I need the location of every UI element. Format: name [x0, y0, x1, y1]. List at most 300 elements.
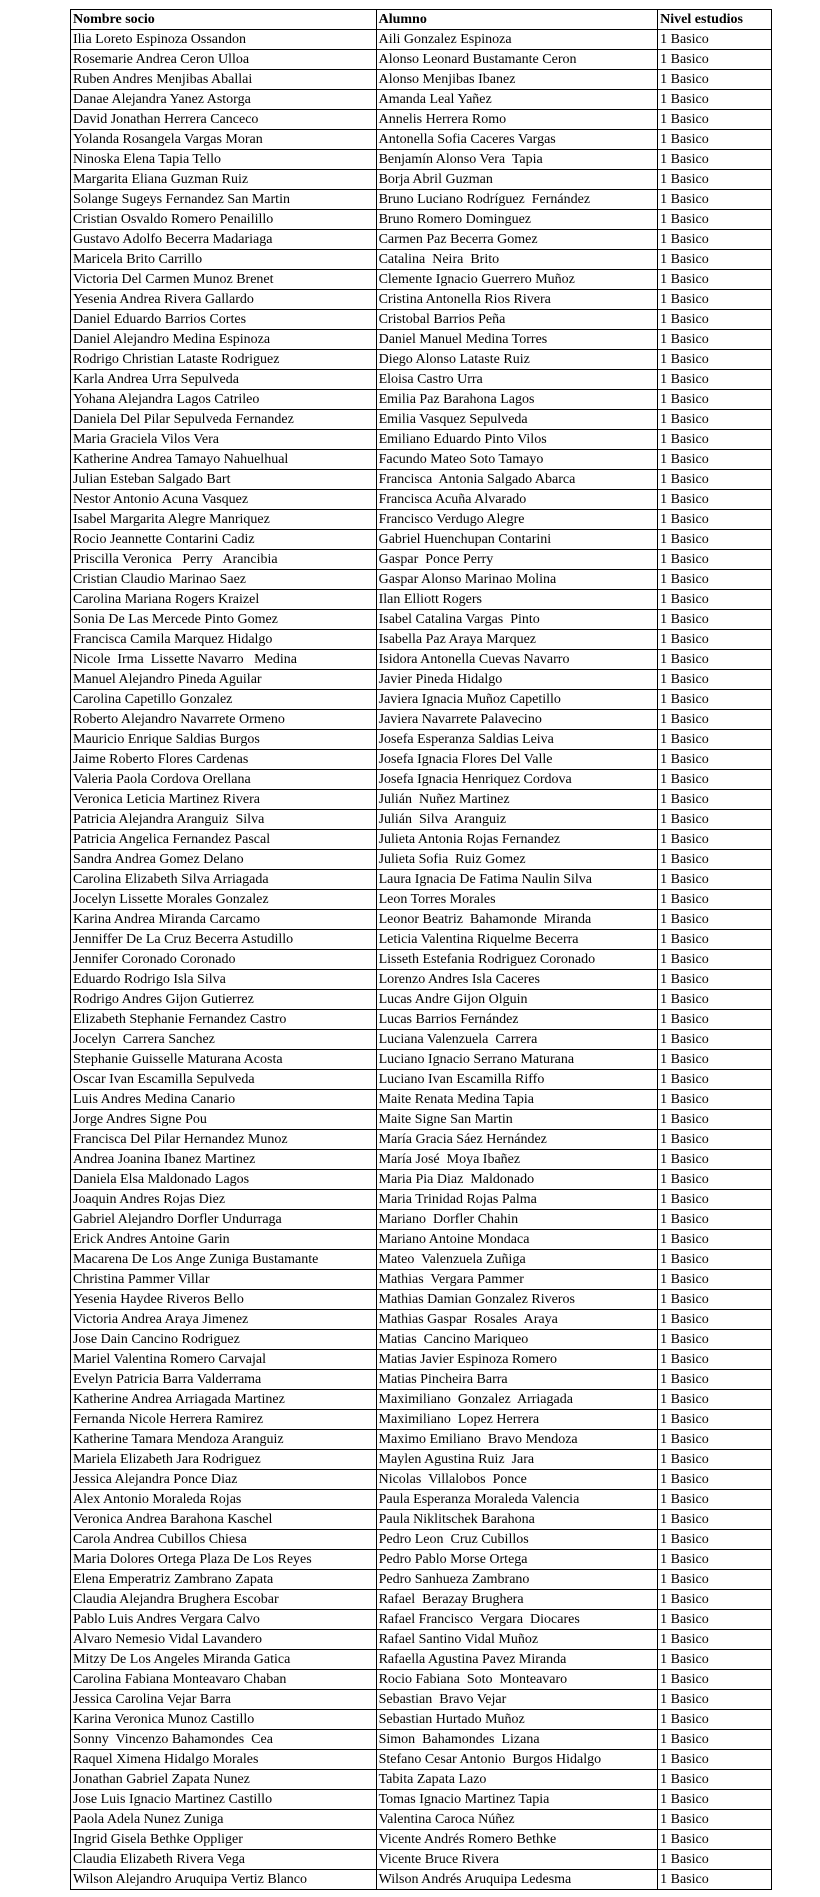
alumno-cell: Gabriel Huenchupan Contarini — [376, 530, 658, 550]
nivel-estudios-cell: 1 Basico — [658, 1550, 772, 1570]
nombre-socio-cell: Jose Dain Cancino Rodriguez — [71, 1330, 377, 1350]
alumno-cell: Mateo Valenzuela Zuñiga — [376, 1250, 658, 1270]
nombre-socio-cell: Mariela Elizabeth Jara Rodriguez — [71, 1450, 377, 1470]
nivel-estudios-cell: 1 Basico — [658, 50, 772, 70]
nivel-estudios-cell: 1 Basico — [658, 810, 772, 830]
nivel-estudios-cell: 1 Basico — [658, 530, 772, 550]
nivel-estudios-cell: 1 Basico — [658, 990, 772, 1010]
alumno-cell: Emilia Paz Barahona Lagos — [376, 390, 658, 410]
nivel-estudios-cell: 1 Basico — [658, 230, 772, 250]
table-row — [71, 1470, 772, 1490]
nivel-estudios-cell: 1 Basico — [658, 1070, 772, 1090]
table-row — [71, 1270, 772, 1290]
table-row — [71, 1050, 772, 1070]
nombre-socio-cell: Julian Esteban Salgado Bart — [71, 470, 377, 490]
table-row — [71, 1230, 772, 1250]
table-row — [71, 1410, 772, 1430]
table-row — [71, 1510, 772, 1530]
nivel-estudios-cell: 1 Basico — [658, 370, 772, 390]
nombre-socio-cell: Rodrigo Andres Gijon Gutierrez — [71, 990, 377, 1010]
nombre-socio-cell: Jocelyn Lissette Morales Gonzalez — [71, 890, 377, 910]
nivel-estudios-cell: 1 Basico — [658, 1270, 772, 1290]
nombre-socio-cell: Jonathan Gabriel Zapata Nunez — [71, 1770, 377, 1790]
nivel-estudios-cell: 1 Basico — [658, 550, 772, 570]
alumno-cell: Nicolas Villalobos Ponce — [376, 1470, 658, 1490]
header-nombre-socio: Nombre socio — [71, 10, 377, 30]
nombre-socio-cell: Claudia Alejandra Brughera Escobar — [71, 1590, 377, 1610]
table-row — [71, 290, 772, 310]
table-row — [71, 790, 772, 810]
table-row — [71, 1610, 772, 1630]
nombre-socio-cell: Jorge Andres Signe Pou — [71, 1110, 377, 1130]
nombre-socio-cell: Maricela Brito Carrillo — [71, 250, 377, 270]
table-row — [71, 250, 772, 270]
alumno-cell: Pedro Pablo Morse Ortega — [376, 1550, 658, 1570]
nivel-estudios-cell: 1 Basico — [658, 830, 772, 850]
alumno-cell: Maximo Emiliano Bravo Mendoza — [376, 1430, 658, 1450]
alumno-cell: Javiera Ignacia Muñoz Capetillo — [376, 690, 658, 710]
table-row — [71, 1170, 772, 1190]
table-row — [71, 110, 772, 130]
alumno-cell: Mathias Damian Gonzalez Riveros — [376, 1290, 658, 1310]
nombre-socio-cell: Paola Adela Nunez Zuniga — [71, 1810, 377, 1830]
alumno-cell: Cristina Antonella Rios Rivera — [376, 290, 658, 310]
table-row — [71, 610, 772, 630]
table-row — [71, 1870, 772, 1890]
alumno-cell: Annelis Herrera Romo — [376, 110, 658, 130]
table-row — [71, 1690, 772, 1710]
alumno-cell: Mathias Vergara Pammer — [376, 1270, 658, 1290]
nombre-socio-cell: Ninoska Elena Tapia Tello — [71, 150, 377, 170]
nivel-estudios-cell: 1 Basico — [658, 910, 772, 930]
nivel-estudios-cell: 1 Basico — [658, 1870, 772, 1890]
alumno-cell: Clemente Ignacio Guerrero Muñoz — [376, 270, 658, 290]
table-row — [71, 990, 772, 1010]
nivel-estudios-cell: 1 Basico — [658, 70, 772, 90]
nombre-socio-cell: Alex Antonio Moraleda Rojas — [71, 1490, 377, 1510]
alumno-cell: María Gracia Sáez Hernández — [376, 1130, 658, 1150]
nivel-estudios-cell: 1 Basico — [658, 590, 772, 610]
nombre-socio-cell: Mitzy De Los Angeles Miranda Gatica — [71, 1650, 377, 1670]
nivel-estudios-cell: 1 Basico — [658, 1570, 772, 1590]
nombre-socio-cell: Mariel Valentina Romero Carvajal — [71, 1350, 377, 1370]
nombre-socio-cell: Karina Andrea Miranda Carcamo — [71, 910, 377, 930]
nombre-socio-cell: Christina Pammer Villar — [71, 1270, 377, 1290]
alumno-cell: Leonor Beatriz Bahamonde Miranda — [376, 910, 658, 930]
table-row — [71, 530, 772, 550]
alumno-cell: Facundo Mateo Soto Tamayo — [376, 450, 658, 470]
nivel-estudios-cell: 1 Basico — [658, 570, 772, 590]
table-row — [71, 670, 772, 690]
table-row — [71, 890, 772, 910]
nivel-estudios-cell: 1 Basico — [658, 1290, 772, 1310]
table-row — [71, 1090, 772, 1110]
alumno-cell: Josefa Esperanza Saldias Leiva — [376, 730, 658, 750]
nivel-estudios-cell: 1 Basico — [658, 1390, 772, 1410]
nombre-socio-cell: Patricia Alejandra Aranguiz Silva — [71, 810, 377, 830]
table-row — [71, 810, 772, 830]
alumno-cell: Bruno Romero Dominguez — [376, 210, 658, 230]
table-row — [71, 1350, 772, 1370]
header-nivel-estudios: Nivel estudios — [658, 10, 772, 30]
table-row — [71, 710, 772, 730]
nombre-socio-cell: Yolanda Rosangela Vargas Moran — [71, 130, 377, 150]
nombre-socio-cell: Stephanie Guisselle Maturana Acosta — [71, 1050, 377, 1070]
nivel-estudios-cell: 1 Basico — [658, 970, 772, 990]
nivel-estudios-cell: 1 Basico — [658, 1310, 772, 1330]
nivel-estudios-cell: 1 Basico — [658, 1250, 772, 1270]
table-row — [71, 1550, 772, 1570]
nombre-socio-cell: Fernanda Nicole Herrera Ramirez — [71, 1410, 377, 1430]
table-row — [71, 390, 772, 410]
table-row — [71, 430, 772, 450]
alumno-cell: Cristobal Barrios Peña — [376, 310, 658, 330]
nombre-socio-cell: Elizabeth Stephanie Fernandez Castro — [71, 1010, 377, 1030]
nombre-socio-cell: Veronica Leticia Martinez Rivera — [71, 790, 377, 810]
nivel-estudios-cell: 1 Basico — [658, 1730, 772, 1750]
alumno-cell: Julieta Sofia Ruiz Gomez — [376, 850, 658, 870]
table-row — [71, 470, 772, 490]
table-row — [71, 630, 772, 650]
table-row — [71, 950, 772, 970]
alumno-cell: Aili Gonzalez Espinoza — [376, 30, 658, 50]
nombre-socio-cell: Margarita Eliana Guzman Ruiz — [71, 170, 377, 190]
nombre-socio-cell: Erick Andres Antoine Garin — [71, 1230, 377, 1250]
table-row — [71, 130, 772, 150]
nombre-socio-cell: Alvaro Nemesio Vidal Lavandero — [71, 1630, 377, 1650]
alumno-cell: Maximiliano Gonzalez Arriagada — [376, 1390, 658, 1410]
alumno-cell: Rafael Francisco Vergara Diocares — [376, 1610, 658, 1630]
table-row — [71, 50, 772, 70]
nivel-estudios-cell: 1 Basico — [658, 1830, 772, 1850]
alumno-cell: Valentina Caroca Núñez — [376, 1810, 658, 1830]
alumno-cell: Eloisa Castro Urra — [376, 370, 658, 390]
alumno-cell: Sebastian Bravo Vejar — [376, 1690, 658, 1710]
alumno-cell: Isabel Catalina Vargas Pinto — [376, 610, 658, 630]
alumno-cell: Mariano Antoine Mondaca — [376, 1230, 658, 1250]
alumno-cell: Julieta Antonia Rojas Fernandez — [376, 830, 658, 850]
alumno-cell: Tomas Ignacio Martinez Tapia — [376, 1790, 658, 1810]
alumno-cell: Benjamín Alonso Vera Tapia — [376, 150, 658, 170]
nivel-estudios-cell: 1 Basico — [658, 490, 772, 510]
nombre-socio-cell: Jenniffer De La Cruz Becerra Astudillo — [71, 930, 377, 950]
alumno-cell: Emiliano Eduardo Pinto Vilos — [376, 430, 658, 450]
alumno-cell: Maria Trinidad Rojas Palma — [376, 1190, 658, 1210]
nivel-estudios-cell: 1 Basico — [658, 1470, 772, 1490]
alumno-cell: Bruno Luciano Rodríguez Fernández — [376, 190, 658, 210]
nombre-socio-cell: Carola Andrea Cubillos Chiesa — [71, 1530, 377, 1550]
nivel-estudios-cell: 1 Basico — [658, 1230, 772, 1250]
table-row — [71, 1330, 772, 1350]
nivel-estudios-cell: 1 Basico — [658, 1050, 772, 1070]
table-row — [71, 1770, 772, 1790]
nombre-socio-cell: David Jonathan Herrera Canceco — [71, 110, 377, 130]
alumno-cell: Paula Niklitschek Barahona — [376, 1510, 658, 1530]
table-row — [71, 70, 772, 90]
nombre-socio-cell: Gabriel Alejandro Dorfler Undurraga — [71, 1210, 377, 1230]
table-row — [71, 1810, 772, 1830]
alumno-cell: Francisca Acuña Alvarado — [376, 490, 658, 510]
nivel-estudios-cell: 1 Basico — [658, 1630, 772, 1650]
nombre-socio-cell: Veronica Andrea Barahona Kaschel — [71, 1510, 377, 1530]
table-row — [71, 1310, 772, 1330]
nombre-socio-cell: Wilson Alejandro Aruquipa Vertiz Blanco — [71, 1870, 377, 1890]
table-row — [71, 1130, 772, 1150]
table-row — [71, 770, 772, 790]
table-row — [71, 410, 772, 430]
nombre-socio-cell: Evelyn Patricia Barra Valderrama — [71, 1370, 377, 1390]
alumno-cell: Wilson Andrés Aruquipa Ledesma — [376, 1870, 658, 1890]
nivel-estudios-cell: 1 Basico — [658, 1770, 772, 1790]
alumno-cell: Francisca Antonia Salgado Abarca — [376, 470, 658, 490]
nombre-socio-cell: Yohana Alejandra Lagos Catrileo — [71, 390, 377, 410]
nombre-socio-cell: Jose Luis Ignacio Martinez Castillo — [71, 1790, 377, 1810]
nombre-socio-cell: Francisca Camila Marquez Hidalgo — [71, 630, 377, 650]
nombre-socio-cell: Nicole Irma Lissette Navarro Medina — [71, 650, 377, 670]
table-row — [71, 1450, 772, 1470]
table-row — [71, 490, 772, 510]
nivel-estudios-cell: 1 Basico — [658, 390, 772, 410]
nivel-estudios-cell: 1 Basico — [658, 1750, 772, 1770]
table-row — [71, 1430, 772, 1450]
alumno-cell: Rafael Santino Vidal Muñoz — [376, 1630, 658, 1650]
nivel-estudios-cell: 1 Basico — [658, 1410, 772, 1430]
nombre-socio-cell: Gustavo Adolfo Becerra Madariaga — [71, 230, 377, 250]
table-row — [71, 210, 772, 230]
alumno-cell: Borja Abril Guzman — [376, 170, 658, 190]
nombre-socio-cell: Ruben Andres Menjibas Aballai — [71, 70, 377, 90]
nombre-socio-cell: Sonny Vincenzo Bahamondes Cea — [71, 1730, 377, 1750]
table-row — [71, 1630, 772, 1650]
table-row — [71, 1010, 772, 1030]
nivel-estudios-cell: 1 Basico — [658, 850, 772, 870]
nombre-socio-cell: Joaquin Andres Rojas Diez — [71, 1190, 377, 1210]
header-alumno: Alumno — [376, 10, 658, 30]
table-row — [71, 1250, 772, 1270]
table-row — [71, 930, 772, 950]
alumno-cell: Pedro Leon Cruz Cubillos — [376, 1530, 658, 1550]
nivel-estudios-cell: 1 Basico — [658, 670, 772, 690]
table-row — [71, 1370, 772, 1390]
alumno-cell: Matias Cancino Mariqueo — [376, 1330, 658, 1350]
table-row — [71, 970, 772, 990]
nombre-socio-cell: Daniel Eduardo Barrios Cortes — [71, 310, 377, 330]
table-row — [71, 910, 772, 930]
alumno-cell: Mariano Dorfler Chahin — [376, 1210, 658, 1230]
nombre-socio-cell: Carolina Mariana Rogers Kraizel — [71, 590, 377, 610]
alumno-cell: Josefa Ignacia Flores Del Valle — [376, 750, 658, 770]
alumno-cell: Vicente Bruce Rivera — [376, 1850, 658, 1870]
table-row — [71, 1850, 772, 1870]
nombre-socio-cell: Carolina Fabiana Monteavaro Chaban — [71, 1670, 377, 1690]
nivel-estudios-cell: 1 Basico — [658, 430, 772, 450]
nivel-estudios-cell: 1 Basico — [658, 1650, 772, 1670]
alumno-cell: Simon Bahamondes Lizana — [376, 1730, 658, 1750]
alumno-cell: Matias Pincheira Barra — [376, 1370, 658, 1390]
nombre-socio-cell: Mauricio Enrique Saldias Burgos — [71, 730, 377, 750]
table-row — [71, 1290, 772, 1310]
table-row — [71, 1590, 772, 1610]
nivel-estudios-cell: 1 Basico — [658, 470, 772, 490]
alumno-cell: Maite Renata Medina Tapia — [376, 1090, 658, 1110]
nivel-estudios-cell: 1 Basico — [658, 710, 772, 730]
nombre-socio-cell: Karina Veronica Munoz Castillo — [71, 1710, 377, 1730]
nivel-estudios-cell: 1 Basico — [658, 1330, 772, 1350]
nivel-estudios-cell: 1 Basico — [658, 650, 772, 670]
nombre-socio-cell: Andrea Joanina Ibanez Martinez — [71, 1150, 377, 1170]
nivel-estudios-cell: 1 Basico — [658, 1170, 772, 1190]
alumno-cell: Carmen Paz Becerra Gomez — [376, 230, 658, 250]
table-row — [71, 350, 772, 370]
table-row — [71, 1710, 772, 1730]
alumno-cell: Luciano Ignacio Serrano Maturana — [376, 1050, 658, 1070]
nombre-socio-cell: Cristian Claudio Marinao Saez — [71, 570, 377, 590]
nivel-estudios-cell: 1 Basico — [658, 90, 772, 110]
nivel-estudios-cell: 1 Basico — [658, 1610, 772, 1630]
table-row — [71, 1490, 772, 1510]
alumno-cell: Leon Torres Morales — [376, 890, 658, 910]
nivel-estudios-cell: 1 Basico — [658, 170, 772, 190]
table-row — [71, 1150, 772, 1170]
nivel-estudios-cell: 1 Basico — [658, 30, 772, 50]
alumno-cell: Francisco Verdugo Alegre — [376, 510, 658, 530]
nivel-estudios-cell: 1 Basico — [658, 210, 772, 230]
nivel-estudios-cell: 1 Basico — [658, 190, 772, 210]
nombre-socio-cell: Rosemarie Andrea Ceron Ulloa — [71, 50, 377, 70]
nivel-estudios-cell: 1 Basico — [658, 730, 772, 750]
alumno-cell: Gaspar Alonso Marinao Molina — [376, 570, 658, 590]
nombre-socio-cell: Victoria Andrea Araya Jimenez — [71, 1310, 377, 1330]
nivel-estudios-cell: 1 Basico — [658, 290, 772, 310]
nivel-estudios-cell: 1 Basico — [658, 950, 772, 970]
alumno-cell: Maximiliano Lopez Herrera — [376, 1410, 658, 1430]
table-row — [71, 1730, 772, 1750]
alumno-cell: Paula Esperanza Moraleda Valencia — [376, 1490, 658, 1510]
alumno-cell: Josefa Ignacia Henriquez Cordova — [376, 770, 658, 790]
table-row — [71, 1030, 772, 1050]
nombre-socio-cell: Sonia De Las Mercede Pinto Gomez — [71, 610, 377, 630]
nombre-socio-cell: Solange Sugeys Fernandez San Martin — [71, 190, 377, 210]
alumno-cell: Isidora Antonella Cuevas Navarro — [376, 650, 658, 670]
nombre-socio-cell: Jessica Alejandra Ponce Diaz — [71, 1470, 377, 1490]
nombre-socio-cell: Carolina Elizabeth Silva Arriagada — [71, 870, 377, 890]
nombre-socio-cell: Macarena De Los Ange Zuniga Bustamante — [71, 1250, 377, 1270]
alumno-cell: Julián Nuñez Martinez — [376, 790, 658, 810]
nombre-socio-cell: Oscar Ivan Escamilla Sepulveda — [71, 1070, 377, 1090]
alumno-cell: Maite Signe San Martin — [376, 1110, 658, 1130]
nombre-socio-cell: Raquel Ximena Hidalgo Morales — [71, 1750, 377, 1770]
nivel-estudios-cell: 1 Basico — [658, 1130, 772, 1150]
alumno-cell: Pedro Sanhueza Zambrano — [376, 1570, 658, 1590]
alumno-cell: Alonso Menjibas Ibanez — [376, 70, 658, 90]
nombre-socio-cell: Priscilla Veronica Perry Arancibia — [71, 550, 377, 570]
alumno-cell: Gaspar Ponce Perry — [376, 550, 658, 570]
table-row — [71, 1070, 772, 1090]
nombre-socio-cell: Patricia Angelica Fernandez Pascal — [71, 830, 377, 850]
alumno-cell: Lucas Andre Gijon Olguin — [376, 990, 658, 1010]
nivel-estudios-cell: 1 Basico — [658, 510, 772, 530]
alumno-cell: Vicente Andrés Romero Bethke — [376, 1830, 658, 1850]
nombre-socio-cell: Manuel Alejandro Pineda Aguilar — [71, 670, 377, 690]
nivel-estudios-cell: 1 Basico — [658, 750, 772, 770]
nombre-socio-cell: Sandra Andrea Gomez Delano — [71, 850, 377, 870]
nombre-socio-cell: Roberto Alejandro Navarrete Ormeno — [71, 710, 377, 730]
nombre-socio-cell: Luis Andres Medina Canario — [71, 1090, 377, 1110]
table-row — [71, 150, 772, 170]
alumno-cell: Lorenzo Andres Isla Caceres — [376, 970, 658, 990]
nombre-socio-cell: Danae Alejandra Yanez Astorga — [71, 90, 377, 110]
nombre-socio-cell: Cristian Osvaldo Romero Penailillo — [71, 210, 377, 230]
alumno-cell: Rafaella Agustina Pavez Miranda — [376, 1650, 658, 1670]
table-row — [71, 1190, 772, 1210]
alumno-cell: Rocio Fabiana Soto Monteavaro — [376, 1670, 658, 1690]
nivel-estudios-cell: 1 Basico — [658, 610, 772, 630]
alumno-cell: Luciano Ivan Escamilla Riffo — [376, 1070, 658, 1090]
nombre-socio-cell: Eduardo Rodrigo Isla Silva — [71, 970, 377, 990]
nivel-estudios-cell: 1 Basico — [658, 930, 772, 950]
nivel-estudios-cell: 1 Basico — [658, 870, 772, 890]
table-row — [71, 1570, 772, 1590]
nombre-socio-cell: Jocelyn Carrera Sanchez — [71, 1030, 377, 1050]
alumno-cell: Javier Pineda Hidalgo — [376, 670, 658, 690]
table-row — [71, 1830, 772, 1850]
nivel-estudios-cell: 1 Basico — [658, 1450, 772, 1470]
nivel-estudios-cell: 1 Basico — [658, 1150, 772, 1170]
nivel-estudios-cell: 1 Basico — [658, 1590, 772, 1610]
nivel-estudios-cell: 1 Basico — [658, 1210, 772, 1230]
alumno-cell: Leticia Valentina Riquelme Becerra — [376, 930, 658, 950]
nivel-estudios-cell: 1 Basico — [658, 250, 772, 270]
nivel-estudios-cell: 1 Basico — [658, 630, 772, 650]
nivel-estudios-cell: 1 Basico — [658, 1850, 772, 1870]
nombre-socio-cell: Carolina Capetillo Gonzalez — [71, 690, 377, 710]
alumno-cell: Emilia Vasquez Sepulveda — [376, 410, 658, 430]
alumno-cell: Daniel Manuel Medina Torres — [376, 330, 658, 350]
alumno-cell: Maria Pia Diaz Maldonado — [376, 1170, 658, 1190]
table-row — [71, 1670, 772, 1690]
nivel-estudios-cell: 1 Basico — [658, 1350, 772, 1370]
nivel-estudios-cell: 1 Basico — [658, 130, 772, 150]
nombre-socio-cell: Katherine Tamara Mendoza Aranguiz — [71, 1430, 377, 1450]
nombre-socio-cell: Katherine Andrea Tamayo Nahuelhual — [71, 450, 377, 470]
nivel-estudios-cell: 1 Basico — [658, 110, 772, 130]
nivel-estudios-cell: 1 Basico — [658, 1710, 772, 1730]
alumno-cell: Matias Javier Espinoza Romero — [376, 1350, 658, 1370]
alumno-cell: Sebastian Hurtado Muñoz — [376, 1710, 658, 1730]
alumno-cell: Rafael Berazay Brughera — [376, 1590, 658, 1610]
nombre-socio-cell: Karla Andrea Urra Sepulveda — [71, 370, 377, 390]
nombre-socio-cell: Daniela Elsa Maldonado Lagos — [71, 1170, 377, 1190]
table-row — [71, 90, 772, 110]
nivel-estudios-cell: 1 Basico — [658, 1670, 772, 1690]
nombre-socio-cell: Claudia Elizabeth Rivera Vega — [71, 1850, 377, 1870]
nombre-socio-cell: Elena Emperatriz Zambrano Zapata — [71, 1570, 377, 1590]
table-row — [71, 870, 772, 890]
table-row — [71, 190, 772, 210]
table-row — [71, 270, 772, 290]
table-row — [71, 1650, 772, 1670]
nivel-estudios-cell: 1 Basico — [658, 350, 772, 370]
nombre-socio-cell: Jessica Carolina Vejar Barra — [71, 1690, 377, 1710]
alumno-cell: Javiera Navarrete Palavecino — [376, 710, 658, 730]
nombre-socio-cell: Yesenia Andrea Rivera Gallardo — [71, 290, 377, 310]
nombre-socio-cell: Valeria Paola Cordova Orellana — [71, 770, 377, 790]
nombre-socio-cell: Rocio Jeannette Contarini Cadiz — [71, 530, 377, 550]
nombre-socio-cell: Katherine Andrea Arriagada Martinez — [71, 1390, 377, 1410]
table-row — [71, 1750, 772, 1770]
table-row — [71, 830, 772, 850]
table-row — [71, 230, 772, 250]
